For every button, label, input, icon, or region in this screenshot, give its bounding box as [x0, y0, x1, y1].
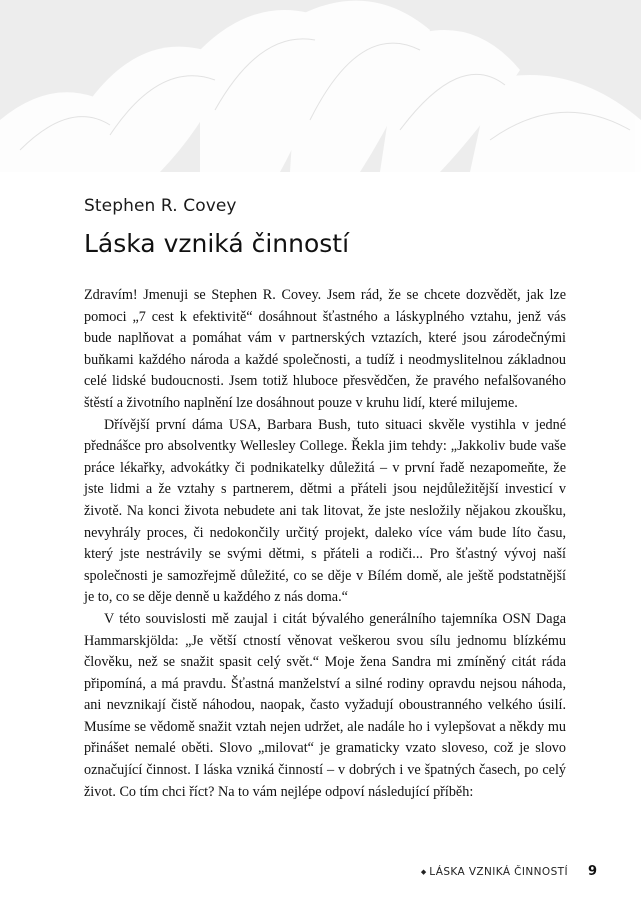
paragraph: Zdravím! Jmenuji se Stephen R. Covey. Jsem rád, že se chcete dozvědět, jak lze pomoci „7 cest k efektivitě“ dosáhnout šťastného a láskyplného vztahu, jenž vás bude naplňovat a pomáhat vám v partnerských vztazích, které jsou zárodečnými buňkami každého národa a každé společnosti, a tudíž i neodmyslitelnou základnou celé lidské budoucnosti. Jsem totiž hluboce přesvědčen, že pravého nefalšovaného štěstí a životního naplnění lze dosáhnout pouze v kruhu lidí, které milujeme. [84, 287, 566, 411]
page-footer [421, 864, 597, 879]
paragraph: V této souvislosti mě zaujal i citát bývalého generálního tajemníka OSN Daga Hammarskjölda: „Je větší ctností věnovat veškerou svou sílu jednomu blízkému člověku, než se snažit spasit celý svět.“ Moje žena Sandra mi zmíněný citát ráda připomíná, a má pravdu. Šťastná manželství a silné rodiny opravdu nejsou náhoda, ani nevznikají čistě náhodou, naopak, často vyžadují oboustranného velkého úsilí. Musíme se vědomě snažit vztah nejen udržet, ale nadále ho i vylepšovat a někdy mu přinášet nemalé oběti. Slovo „milovat“ je gramaticky vzato sloveso, což je slovo označující činnost. I láska vzniká činností – v dobrých i ve špatných časech, po celý život. Co tím chci říct? Na to vám nejlépe odpoví následující příběh: [84, 610, 566, 800]
header-decoration [0, 0, 641, 172]
chapter-title: Láska vzniká činností [84, 229, 350, 258]
page-number: 9 [587, 864, 597, 879]
fan-illustration [0, 0, 641, 172]
body-text [84, 285, 566, 803]
paragraph: Dřívější první dáma USA, Barbara Bush, tuto situaci skvěle vystihla v jedné přednášce pro absolventky Wellesley College. Řekla jim tehdy: „Jakkoliv bude vaše práce lékařky, advokátky či podnikatelky důležitá – v první řadě nezapomeňte, že jste lidmi a že vztahy s partnerem, dětmi a přáteli jsou nejdůležitější investicí v životě. Na konci života nebudete ani tak litovat, že jste nesložily nějakou zkoušku, nevyhrály proces, či nedokončily určitý projekt, daleko více vám bude líto času, který jste nestrávily se svými dětmi, s přáteli a rodiči... Pro šťastný vývoj naší společnosti je samozřejmě důležité, co se děje v Bílém domě, ale ještě podstatnější je to, co se děje denně u každého z nás doma.“ [84, 416, 566, 606]
running-head: LÁSKA VZNIKÁ ČINNOSTÍ [429, 865, 568, 878]
diamond-icon: ◆ [420, 867, 427, 876]
author-name: Stephen R. Covey [84, 196, 237, 216]
